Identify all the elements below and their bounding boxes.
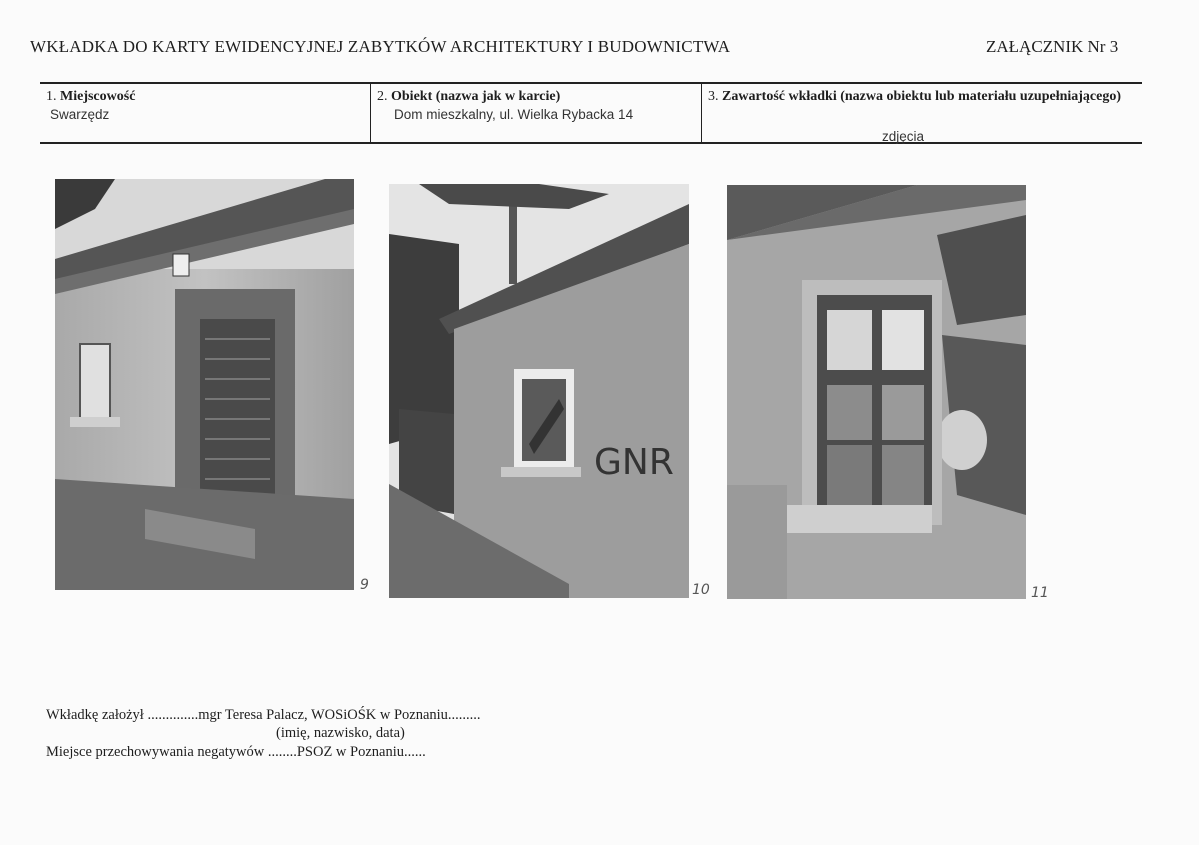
field-value: zdjęcia — [882, 129, 925, 144]
photo-house-door — [55, 179, 354, 590]
created-by-hint: (imię, nazwisko, data) — [276, 725, 405, 741]
field-label: Zawartość wkładki (nazwa obiektu lub materiału uzupełniającego) — [722, 89, 1122, 104]
svg-text:GNR: GNR — [594, 442, 674, 483]
photo-number: 9 — [360, 577, 369, 593]
document-title: WKŁADKA DO KARTY EWIDENCYJNEJ ZABYTKÓW ARCHITEKTURY I BUDOWNICTWA — [30, 37, 731, 56]
photo-house-window — [727, 185, 1026, 599]
photo-house-side — [389, 184, 689, 598]
field-contents — [701, 84, 1142, 142]
photo-number: 11 — [1031, 585, 1049, 601]
created-by-line: Wkładkę założył ..............mgr Teresa Palacz, WOSiOŚK w Poznaniu......... — [46, 707, 481, 723]
field-locality — [40, 84, 370, 142]
field-value: Swarzędz — [50, 107, 110, 122]
photo-number: 10 — [692, 582, 710, 598]
negatives-location-line: Miejsce przechowywania negatywów ........PSOZ w Poznaniu...... — [46, 744, 426, 760]
info-table — [40, 82, 1142, 144]
field-number: 3. — [708, 89, 719, 104]
field-value: Dom mieszkalny, ul. Wielka Rybacka 14 — [394, 107, 634, 122]
field-label: Obiekt (nazwa jak w karcie) — [391, 89, 561, 104]
field-label: Miejscowość — [60, 89, 136, 104]
field-number: 2. — [377, 89, 388, 104]
field-number: 1. — [46, 89, 57, 104]
attachment-label: ZAŁĄCZNIK Nr 3 — [986, 37, 1119, 56]
field-object — [370, 84, 701, 142]
